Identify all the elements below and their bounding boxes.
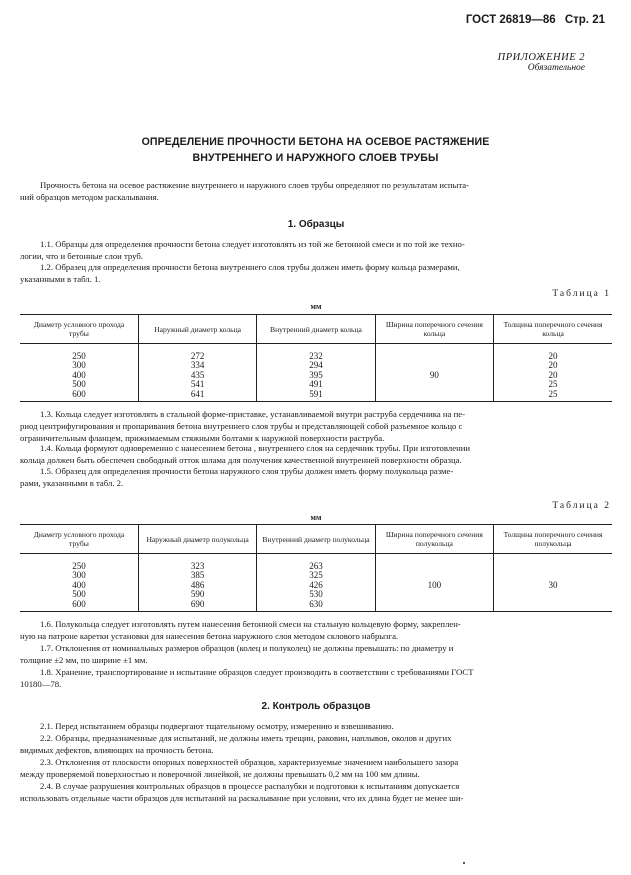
table-column-outer-diameter [138,554,256,612]
paragraph-2-2 [20,733,612,757]
table-2-units: мм [310,513,322,522]
section-1-heading: 1. Образцы [287,219,345,230]
table-cell: 300 [72,360,86,371]
text-line: логии, что и бетонные слои труб. [20,250,143,261]
table-2 [20,524,612,612]
text-line: между проверяемой поверхностью и поверочной линейкой, не должны превышать 0,2 мм на 100 мм длины. [20,768,420,779]
text-line: риод центрифугирования и пропаривания бетона внутреннего слоя трубы и представляющей собой разъемное кольцо с [20,420,463,431]
table-1-label: Таблица 1 [552,289,611,299]
table-cell: 400 [72,579,86,590]
paragraph-1-8 [20,667,612,691]
text-line: указанными в табл. 1. [20,273,101,284]
table-header-row [20,315,612,344]
table-cell: 334 [190,360,205,371]
text-line: Прочность бетона на осевое растяжение внутреннего и наружного слоев трубы определяют по результатам испыта- [40,180,470,190]
table-cell-width: 90 [375,344,493,402]
text-line: ограничительным фланцем, прижимаемым стяжными болтами к наружной поверхности раструба. [20,432,385,443]
table-cell: 690 [190,598,205,609]
table-cell: 426 [309,579,323,590]
table-cell: 25 [548,379,558,390]
table-cell: 400 [72,369,86,380]
table-header-cell: Наружный диаметр кольца [138,315,256,344]
table-body-row [20,344,612,402]
table-cell: 641 [190,388,205,399]
table-cell-width: 100 [375,554,493,612]
table-cell: 491 [309,379,323,390]
table-column-nominal-diameter [20,554,138,612]
text-line: 1.3. Кольца следует изготовлять в стальной форме-приставке, устанавливаемой внутри раструба сердечника на пе- [40,409,465,419]
table-cell: 20 [548,369,558,380]
table-cell: 323 [190,561,205,571]
print-speck [463,862,465,864]
text-line: использовать отдельные части образцов для испытаний на раскалывание при условии, что их длина будет не менее ши- [20,792,464,803]
table-header-cell: Толщина поперечного сечения кольца [494,315,612,344]
table-body-row [20,554,612,612]
table-2-label: Таблица 2 [552,501,611,511]
table-header-row [20,525,612,554]
text-line: 2.3. Отклонения от плоскости опорных поверхностей образцов, характеризуемые значением наибольшего зазора [40,757,459,767]
text-line: ний образцов методом раскалывания. [20,191,159,202]
text-line: 1.6. Полукольца следует изготовлять путем нанесения бетонной смеси на стальную кольцевую форму, закреплен- [40,619,461,629]
table-cell: 500 [72,379,86,390]
paragraph-2-4 [20,781,612,805]
text-line: 1.8. Хранение, транспортирование и испытание образцов следует производить в соответствии с требованиями ГОСТ [40,667,474,677]
appendix-label [498,52,585,73]
table-cell: 250 [72,351,86,361]
text-line: 10180—78. [20,678,62,689]
table-column-thickness [494,344,612,402]
table-cell: 530 [309,589,323,600]
paragraph-1-6 [20,619,612,643]
paragraph-1-2 [20,262,612,286]
table-cell: 435 [190,369,205,380]
table-cell: 600 [72,598,86,609]
table-cell-thickness: 30 [494,554,612,612]
text-line: 2.4. В случае разрушения контрольных образцов в процессе распалубки и подготовки к испытаниям допускается [40,781,460,791]
table-cell: 590 [190,589,205,600]
table-column-nominal-diameter [20,344,138,402]
table-header-cell: Наружный диаметр полукольца [138,525,256,554]
text-line: толщине ±2 мм, по ширине ±1 мм. [20,654,148,665]
table-header-cell: Диаметр условного прохода трубы [20,315,138,344]
table-cell: 250 [72,561,86,571]
table-cell: 25 [548,388,558,399]
text-line: кольца должен быть обеспечен свободный отток шлама для получения качественной внутренней поверхности образца. [20,454,462,465]
page-number: Стр. 21 [564,14,605,26]
text-line: 1.7. Отклонения от номинальных размеров образцов (колец и полуколец) не должны превышать: по диаметру и [40,643,454,653]
table-header-cell: Внутренний диаметр полукольца [257,525,375,554]
table-1-units: мм [310,302,322,311]
table-cell: 272 [190,351,205,361]
table-cell: 325 [309,570,323,581]
table-cell: 232 [309,351,323,361]
table-cell: 541 [190,379,205,390]
text-line: 1.2. Образец для определения прочности бетона внутреннего слоя трубы должен иметь форму кольца размерами, [40,262,460,272]
table-column-outer-diameter [138,344,256,402]
text-line: 2.2. Образцы, предназначенные для испытаний, не должны иметь трещин, раковин, наплывов, околов и других [40,733,452,743]
paragraph-1-7 [20,643,612,667]
table-header-cell: Внутренний диаметр кольца [257,315,375,344]
title-line-2: ВНУТРЕННЕГО И НАРУЖНОГО СЛОЕВ ТРУБЫ [192,152,439,164]
table-1 [20,314,612,402]
paragraph-2-3 [20,757,612,781]
table-header-cell: Ширина поперечного сечения полукольца [375,525,493,554]
paragraph-1-5 [20,466,612,490]
table-cell: 300 [72,570,86,581]
table-header-cell: Ширина поперечного сечения кольца [375,315,493,344]
table-header-cell: Толщина поперечного сечения полукольца [494,525,612,554]
appendix-title: ПРИЛОЖЕНИЕ 2 [497,52,585,63]
table-cell: 500 [72,589,86,600]
table-cell: 263 [309,561,323,571]
paragraph-1-1 [20,239,612,263]
paragraph-1-4 [20,443,612,467]
table-cell: 20 [548,351,558,361]
paragraph-2-1 [20,721,612,733]
text-line: ную на патроне каретки установки для нанесения бетона наружного слоя методом склового набрызга. [20,630,399,641]
table-cell: 20 [548,360,558,371]
table-cell: 385 [190,570,205,581]
table-cell: 600 [72,388,86,399]
title-line-1: ОПРЕДЕЛЕНИЕ ПРОЧНОСТИ БЕТОНА НА ОСЕВОЕ РАСТЯЖЕНИЕ [141,136,490,148]
table-cell: 486 [190,579,205,590]
text-line: 1.4. Кольца формуют одновременно с нанесением бетона , внутреннего слоя на сердечник трубы. При изготовлении [40,443,471,453]
table-header-cell: Диаметр условного прохода трубы [20,525,138,554]
table-cell: 294 [309,360,323,371]
intro-paragraph [20,180,612,204]
appendix-status: Обязательное [527,63,585,73]
running-header [460,14,605,26]
section-2-heading: 2. Контроль образцов [261,701,371,712]
table-cell: 591 [309,388,323,399]
text-line: 1.1. Образцы для определения прочности бетона следует изготовлять из той же бетонной смеси и по той же техно- [40,239,465,249]
standard-number: ГОСТ 26819—86 [465,14,556,26]
table-column-inner-diameter [257,344,375,402]
text-line: рами, указанными в табл. 2. [20,477,124,488]
table-cell: 630 [309,598,323,609]
text-line: 1.5. Образец для определения прочности бетона наружного слоя трубы должен иметь форму полукольца разме- [40,466,454,476]
text-line: видимых дефектов, влияющих на прочность бетона. [20,744,214,755]
document-title [20,134,611,166]
table-column-inner-diameter [257,554,375,612]
table-cell: 395 [309,369,323,380]
text-line: 2.1. Перед испытанием образцы подвергают тщательному осмотру, измерению и взвешиванию. [40,721,394,731]
paragraph-1-3 [20,409,612,444]
